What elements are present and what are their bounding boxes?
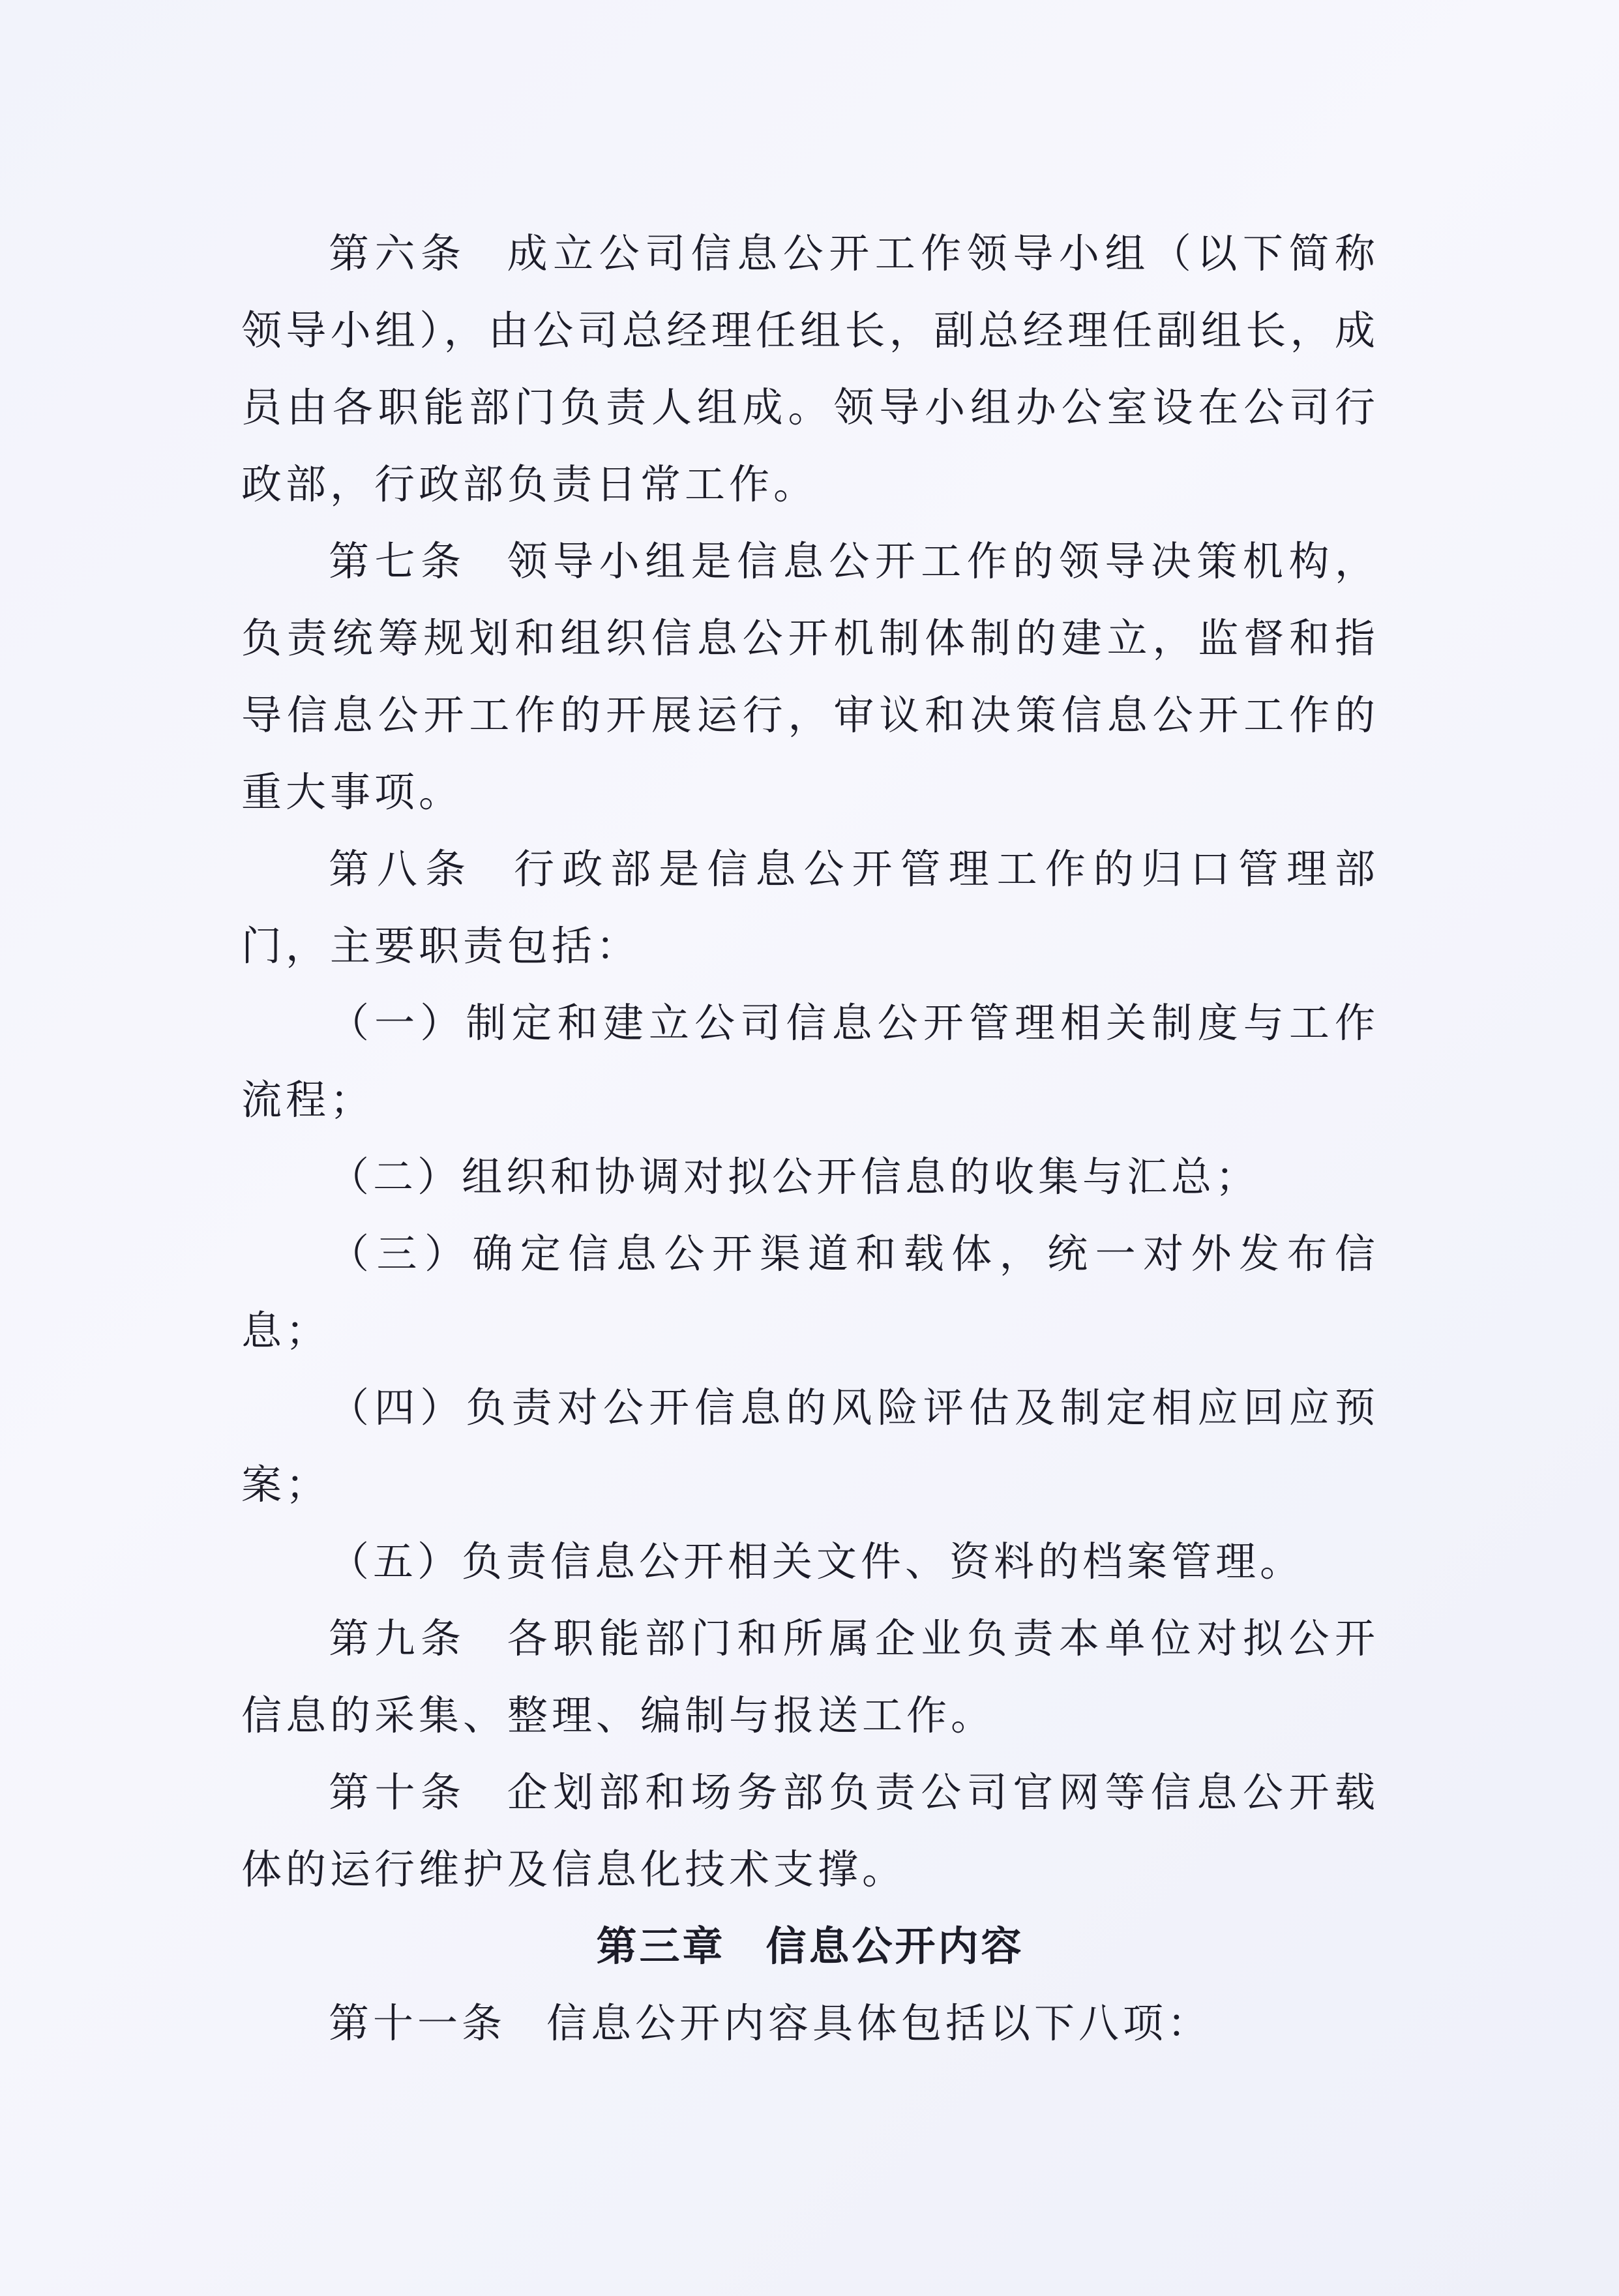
chapter-heading xyxy=(241,1908,1379,1985)
document-body xyxy=(241,215,1379,2062)
article-9-label: 第九条 xyxy=(329,1615,467,1662)
article-6-text: 成立公司信息公开工作领导小组（以下简称领导小组），由公司总经理任组长，副总经理任副组长，成员由各职能部门负责人组成。领导小组办公室设在公司行政部，行政部负责日常工作。 xyxy=(241,230,1379,508)
article-9-text: 各职能部门和所属企业负责本单位对拟公开信息的采集、整理、编制与报送工作。 xyxy=(241,1615,1379,1739)
chapter-number: 第三章 xyxy=(596,1922,726,1970)
article-9 xyxy=(241,1600,1379,1754)
article-11 xyxy=(241,1985,1379,2062)
article-7-label: 第七条 xyxy=(329,537,467,585)
article-10-text: 企划部和场务部负责公司官网等信息公开载体的运行维护及信息化技术支撑。 xyxy=(241,1768,1379,1893)
chapter-title: 信息公开内容 xyxy=(765,1922,1024,1970)
article-8 xyxy=(241,831,1379,985)
article-8-item-4: （四）负责对公开信息的风险评估及制定相应回应预案； xyxy=(241,1384,1379,1508)
article-8-item-5: （五）负责信息公开相关文件、资料的档案管理。 xyxy=(329,1538,1305,1585)
article-10 xyxy=(241,1754,1379,1908)
article-11-label: 第十一条 xyxy=(329,1999,507,2047)
article-6-label: 第六条 xyxy=(329,230,467,277)
article-8-label: 第八条 xyxy=(329,845,474,893)
article-8-text: 行政部是信息公开管理工作的归口管理部门，主要职责包括： xyxy=(241,845,1379,970)
article-11-text: 信息公开内容具体包括以下八项： xyxy=(546,1999,1212,2047)
article-7-text: 领导小组是信息公开工作的领导决策机构，负责统筹规划和组织信息公开机制体制的建立，监督和指导信息公开工作的开展运行，审议和决策信息公开工作的重大事项。 xyxy=(241,537,1379,816)
article-7 xyxy=(241,523,1379,831)
article-8-item-3: （三）确定信息公开渠道和载体，统一对外发布信息； xyxy=(241,1230,1379,1354)
article-10-label: 第十条 xyxy=(329,1768,467,1816)
article-8-item-1: （一）制定和建立公司信息公开管理相关制度与工作流程； xyxy=(241,999,1379,1124)
article-8-item-2: （二）组织和协调对拟公开信息的收集与汇总； xyxy=(329,1153,1260,1200)
article-6 xyxy=(241,215,1379,523)
